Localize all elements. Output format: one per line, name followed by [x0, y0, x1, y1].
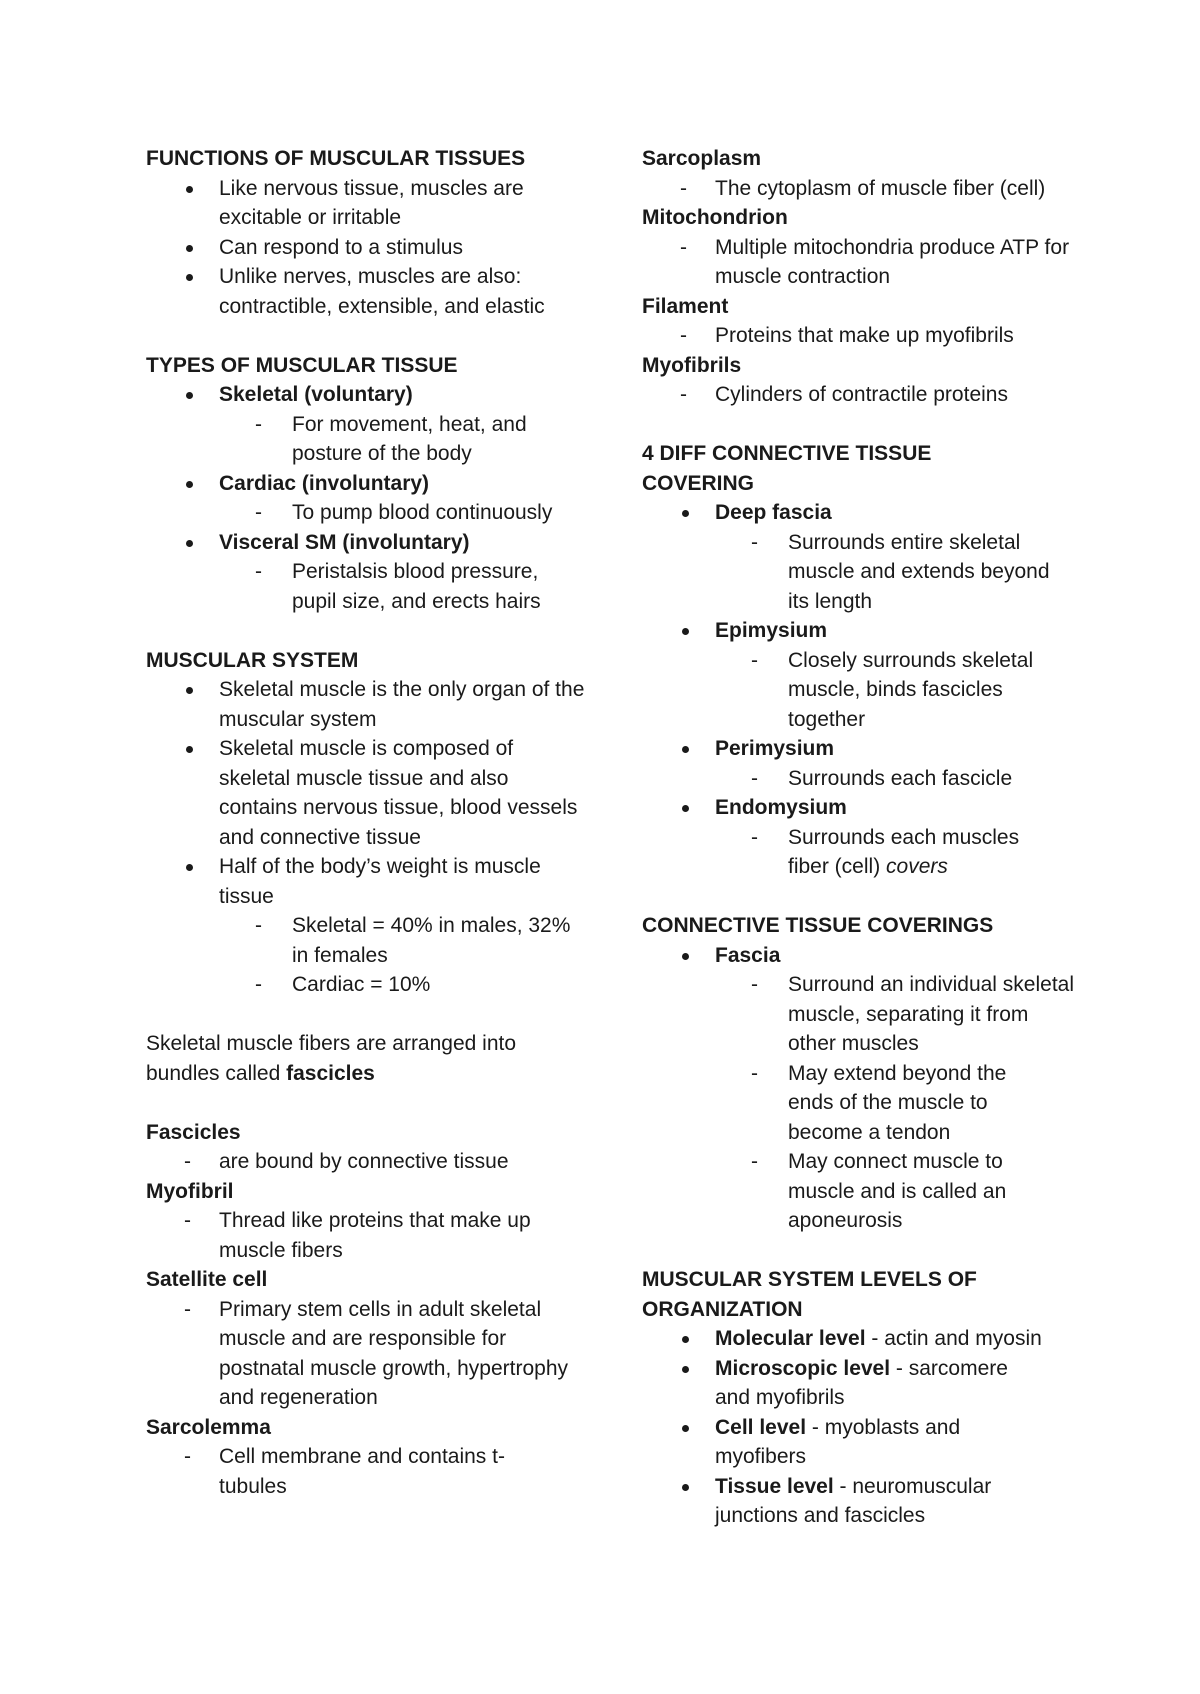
system-sub-item: - Skeletal = 40% in males, 32% in females: [146, 911, 586, 970]
covering-desc-italic: covers: [886, 855, 948, 878]
term-heading: Sarcoplasm: [642, 147, 762, 170]
term-definition: - Thread like proteins that make up muscle fibers: [146, 1206, 586, 1265]
term-heading: Fascicles: [146, 1120, 241, 1144]
left-column: [146, 144, 586, 1501]
level-text: - myoblasts and myofibers: [715, 1415, 961, 1468]
system-item: Half of the body’s weight is muscle tissue: [146, 852, 586, 911]
fascia-desc: - May connect muscle to muscle and is called an aponeurosis: [642, 1147, 1048, 1236]
fascia-label: Fascia: [642, 941, 1082, 971]
level-label: Molecular level: [715, 1327, 866, 1350]
covering-desc: - Closely surrounds skeletal muscle, binds fascicles together: [642, 646, 1058, 735]
term-heading: Sarcolemma: [146, 1415, 271, 1439]
term-heading: Myofibril: [146, 1179, 234, 1203]
system-item: Skeletal muscle is composed of skeletal muscle tissue and also contains nervous tissue, blood vessels and connective tissue: [146, 734, 586, 852]
types-item-label: Visceral SM (involuntary): [146, 528, 586, 558]
covering-label: Epimysium: [642, 616, 1082, 646]
term-definition: - Primary stem cells in adult skeletal muscle and are responsible for postnatal muscle growth, hypertrophy and regeneration: [146, 1295, 586, 1413]
paragraph-bold-term: fascicles: [286, 1061, 375, 1085]
covering-desc: [642, 823, 1058, 882]
level-item: [642, 1324, 1082, 1354]
types-item-desc: - To pump blood continuously: [146, 498, 586, 528]
fascia-desc: - Surround an individual skeletal muscle, separating it from other muscles: [642, 970, 1078, 1059]
level-label: Microscopic level: [715, 1356, 891, 1380]
types-item-label: Cardiac (involuntary): [146, 469, 586, 499]
types-item-desc: - Peristalsis blood pressure, pupil size, and erects hairs: [146, 557, 586, 616]
level-text: - actin and myosin: [865, 1327, 1042, 1350]
right-column: [642, 144, 1082, 1531]
types-item-desc: - For movement, heat, and posture of the body: [146, 410, 586, 469]
term-heading: Mitochondrion: [642, 206, 788, 229]
term-heading: Myofibrils: [642, 353, 742, 377]
level-item: [642, 1413, 1040, 1472]
covering-label: Deep fascia: [642, 498, 1082, 528]
level-text: - neuromuscular junctions and fascicles: [715, 1474, 992, 1527]
level-item: [642, 1472, 1040, 1531]
level-item: [642, 1354, 1040, 1413]
covering-desc: - Surrounds each fascicle: [642, 764, 1082, 794]
system-item: Skeletal muscle is the only organ of the muscular system: [146, 675, 586, 734]
term-heading: Filament: [642, 294, 729, 318]
term-definition: - The cytoplasm of muscle fiber (cell): [642, 174, 1065, 204]
coverings-heading: CONNECTIVE TISSUE COVERINGS: [642, 914, 994, 937]
covering-desc-text: Surrounds each muscles fiber (cell): [788, 825, 1020, 878]
term-definition: - Multiple mitochondria produce ATP for muscle contraction: [642, 233, 1082, 292]
term-definition: - Proteins that make up myofibrils: [642, 321, 1082, 351]
covering-label: Perimysium: [642, 734, 1082, 764]
covering-label: Endomysium: [642, 793, 1082, 823]
functions-heading: FUNCTIONS OF MUSCULAR TISSUES: [146, 147, 526, 170]
functions-item: Can respond to a stimulus: [146, 233, 586, 263]
level-label: Cell level: [715, 1415, 807, 1439]
paragraph-text: Skeletal muscle fibers are arranged into bundles called: [146, 1032, 517, 1085]
four-diff-heading: 4 DIFF CONNECTIVE TISSUE COVERING: [642, 442, 932, 495]
term-definition: - are bound by connective tissue: [146, 1147, 586, 1177]
system-sub-item: - Cardiac = 10%: [146, 970, 586, 1000]
functions-item: Unlike nerves, muscles are also: contractible, extensible, and elastic: [146, 262, 586, 321]
fascia-desc: - May extend beyond the ends of the muscle to become a tendon: [642, 1059, 1048, 1148]
term-definition: - Cylinders of contractile proteins: [642, 380, 1082, 410]
term-heading: Satellite cell: [146, 1268, 268, 1291]
functions-item: Like nervous tissue, muscles are excitable or irritable: [146, 174, 586, 233]
types-item-label: Skeletal (voluntary): [146, 380, 586, 410]
types-heading: TYPES OF MUSCULAR TISSUE: [146, 353, 458, 377]
level-text: - sarcomere and myofibrils: [715, 1356, 1008, 1409]
system-heading: MUSCULAR SYSTEM: [146, 648, 359, 672]
levels-heading: MUSCULAR SYSTEM LEVELS OF ORGANIZATION: [642, 1268, 977, 1321]
term-definition: - Cell membrane and contains t-tubules: [146, 1442, 519, 1501]
covering-desc: - Surrounds entire skeletal muscle and extends beyond its length: [642, 528, 1058, 617]
level-label: Tissue level: [715, 1474, 834, 1498]
fascicles-paragraph: [146, 1029, 586, 1088]
